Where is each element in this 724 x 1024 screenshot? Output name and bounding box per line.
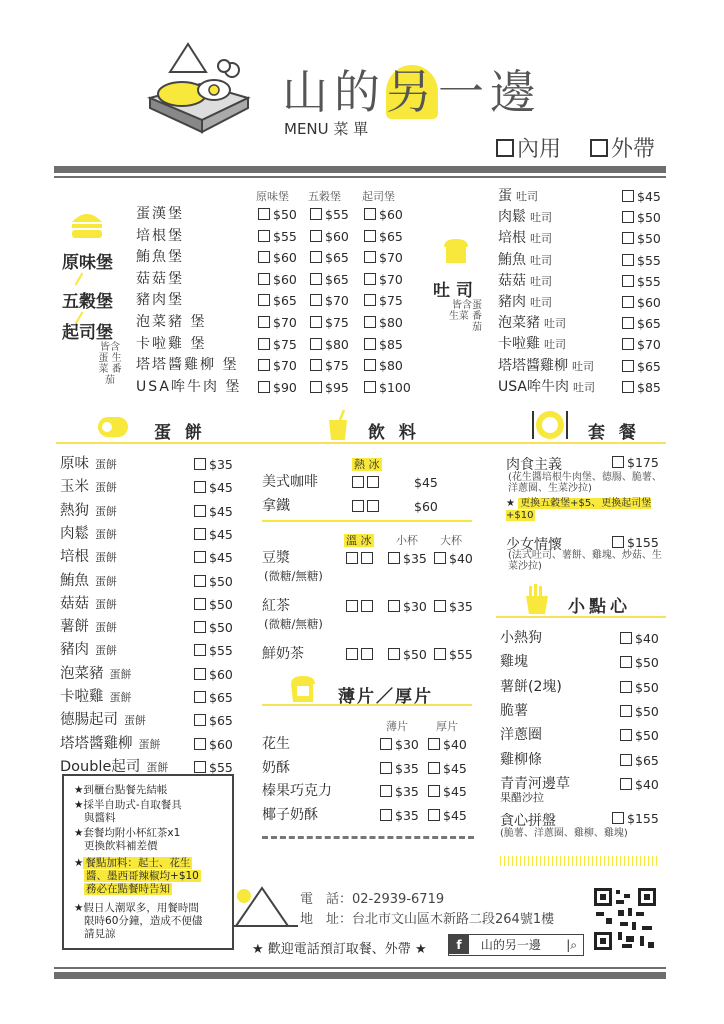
burger-price-original-checkbox[interactable]	[258, 294, 270, 306]
burger-item: 泡菜豬 堡	[136, 314, 207, 330]
take-out-option[interactable]: 外帶	[590, 132, 655, 163]
qr-code-icon[interactable]	[592, 886, 658, 952]
egg-roll-price[interactable]: $45	[194, 477, 233, 498]
egg-roll-price-checkbox[interactable]	[194, 644, 206, 656]
tea-item: 紅茶	[262, 598, 290, 614]
burger-divider-1	[75, 272, 84, 285]
burger-price-cheese[interactable]: $80	[364, 312, 403, 333]
egg-roll-price[interactable]: $45	[194, 524, 233, 545]
egg-roll-price[interactable]: $45	[194, 547, 233, 568]
warm-cold-checkboxes[interactable]	[346, 644, 376, 665]
slices-title: 薄片／厚片	[338, 687, 433, 707]
tea-item-sub: (微糖/無糖)	[264, 569, 323, 583]
slice-thick-price[interactable]: $40	[428, 734, 467, 755]
burger-price-original[interactable]: $55	[258, 226, 297, 247]
hot-checkbox[interactable]	[352, 500, 364, 512]
drinks-title: 飲 料	[368, 423, 420, 443]
egg-roll-item: 泡菜豬 蛋餅	[60, 665, 132, 682]
large-cup-header: 大杯	[440, 534, 462, 547]
title-highlight: 另	[386, 65, 438, 119]
tea-item: 鮮奶茶	[262, 646, 304, 662]
cold-checkbox[interactable]	[361, 648, 373, 660]
toast-price[interactable]: $65	[622, 313, 661, 334]
tea-large-price-checkbox[interactable]	[434, 552, 446, 564]
small-cup-header: 小杯	[396, 534, 418, 547]
egg-roll-price-checkbox[interactable]	[194, 691, 206, 703]
burger-price-grain[interactable]: $95	[310, 377, 349, 398]
snack-item: 薯餅(2塊)	[500, 678, 562, 695]
egg-roll-item: 培根 蛋餅	[60, 549, 117, 566]
egg-roll-item: 菇菇 蛋餅	[60, 595, 117, 612]
slice-thin-price[interactable]: $35	[380, 805, 419, 826]
set-meat-note: (花生醬培根牛肉堡、德腸、脆薯、洋蔥圈、生菜沙拉)	[508, 472, 662, 494]
set-girl-price[interactable]: $155	[612, 532, 659, 553]
snack-price-checkbox[interactable]	[620, 681, 632, 693]
burger-price-grain-checkbox[interactable]	[310, 381, 322, 393]
snack-item: 雞塊	[500, 654, 528, 671]
tea-small-price-checkbox[interactable]	[388, 552, 400, 564]
slices-dashed-divider	[262, 836, 474, 839]
egg-roll-price[interactable]: $65	[194, 687, 233, 708]
tea-small-price[interactable]: $35	[388, 548, 427, 569]
snack-price-checkbox[interactable]	[620, 705, 632, 717]
egg-roll-price-checkbox[interactable]	[194, 621, 206, 633]
egg-roll-item: 熱狗 蛋餅	[60, 502, 117, 519]
toast-price-checkbox[interactable]	[622, 232, 634, 244]
tea-large-price[interactable]: $40	[434, 548, 473, 569]
facebook-page-name: 山的另一邊	[480, 938, 541, 952]
burger-price-grain[interactable]: $75	[310, 355, 349, 376]
snack-price[interactable]: $65	[620, 750, 659, 771]
egg-roll-price-checkbox[interactable]	[194, 458, 206, 470]
coffee-price: $60	[414, 499, 438, 514]
burger-price-grain-checkbox[interactable]	[310, 208, 322, 220]
plate-cutlery-icon	[530, 408, 570, 442]
snack-price-checkbox[interactable]	[620, 729, 632, 741]
egg-roll-price[interactable]: $55	[194, 640, 233, 661]
sets-title: 套 餐	[588, 423, 640, 443]
tea-large-price[interactable]: $55	[434, 644, 473, 665]
burger-price-cheese-checkbox[interactable]	[364, 359, 376, 371]
warm-checkbox[interactable]	[346, 648, 358, 660]
burger-price-original-checkbox[interactable]	[258, 359, 270, 371]
slice-item: 榛果巧克力	[262, 783, 332, 799]
tea-large-price-checkbox[interactable]	[434, 600, 446, 612]
egg-roll-item: 鮪魚 蛋餅	[60, 572, 117, 589]
slice-thin-price[interactable]: $35	[380, 781, 419, 802]
snack-price[interactable]: $40	[620, 628, 659, 649]
burger-price-original[interactable]: $70	[258, 312, 297, 333]
egg-roll-item: 薯餅 蛋餅	[60, 619, 117, 636]
facebook-icon: f	[449, 935, 469, 954]
snack-price-checkbox[interactable]	[620, 632, 632, 644]
coffee-item: 拿鐵	[262, 498, 290, 514]
welcome-text: ★ 歡迎電話預訂取餐、外帶 ★	[252, 942, 427, 957]
toast-price-checkbox[interactable]	[622, 275, 634, 287]
burger-price-grain-checkbox[interactable]	[310, 273, 322, 285]
burger-item: 卡啦雞 堡	[136, 335, 207, 352]
toast-price[interactable]: $50	[622, 207, 661, 228]
burger-item: 培根堡	[136, 227, 184, 244]
egg-roll-item: 卡啦雞 蛋餅	[60, 689, 132, 705]
dine-in-option[interactable]: 內用	[496, 132, 561, 163]
egg-roll-price-checkbox[interactable]	[194, 575, 206, 587]
egg-roll-price[interactable]: $35	[194, 454, 233, 475]
burger-item: 菇菇堡	[136, 270, 184, 287]
toast-price[interactable]: $45	[622, 186, 661, 207]
burger-col-original: 原味堡	[256, 190, 289, 203]
burger-price-original[interactable]: $70	[258, 355, 297, 376]
toast-price-checkbox[interactable]	[622, 190, 634, 202]
burger-item: 塔塔醬雞柳 堡	[136, 357, 239, 374]
burger-col-cheese: 起司堡	[362, 190, 395, 203]
snack-item: 洋蔥圈	[500, 727, 542, 744]
note-1: ★到櫃台點餐先結帳	[74, 784, 168, 796]
burger-price-cheese-checkbox[interactable]	[364, 230, 376, 242]
burger-price-cheese[interactable]: $75	[364, 290, 403, 311]
toast-item: 肉鬆 吐司	[498, 209, 552, 226]
egg-roll-item: 塔塔醬雞柳 蛋餅	[60, 735, 161, 752]
snack-price[interactable]: $50	[620, 725, 659, 746]
cold-checkbox[interactable]	[367, 476, 379, 488]
burger-item: 蛋漢堡	[136, 206, 184, 222]
set-meat-upgrade: ★ 更換五穀堡+$5、更換起司堡+$10	[506, 498, 652, 521]
toast-item: 菇菇 吐司	[498, 272, 552, 289]
burger-price-original[interactable]: $60	[258, 247, 297, 268]
egg-roll-price[interactable]: $50	[194, 594, 233, 615]
burger-price-cheese-checkbox[interactable]	[364, 208, 376, 220]
snack-price-checkbox[interactable]	[620, 754, 632, 766]
cold-checkbox[interactable]	[361, 552, 373, 564]
egg-roll-price[interactable]: $60	[194, 664, 233, 685]
burger-price-cheese-checkbox[interactable]	[364, 273, 376, 285]
hot-cold-header-1: 熱 冰	[354, 458, 380, 471]
toast-icon	[441, 237, 471, 265]
warm-cold-checkboxes[interactable]	[346, 596, 376, 617]
burger-price-grain-checkbox[interactable]	[310, 251, 322, 263]
toast-item: 培根 吐司	[498, 230, 552, 247]
slice-thick-price-checkbox[interactable]	[428, 785, 440, 797]
note-3: ★套餐均附小杯紅茶x1 更換飲料補差價	[74, 827, 181, 852]
burger-price-original[interactable]: $90	[258, 377, 297, 398]
search-icon: |⌕	[566, 938, 577, 952]
burger-price-cheese[interactable]: $70	[364, 269, 403, 290]
burger-price-cheese-checkbox[interactable]	[364, 381, 376, 393]
egg-roll-price-checkbox[interactable]	[194, 598, 206, 610]
egg-roll-price[interactable]: $55	[194, 757, 233, 778]
snack-price-checkbox[interactable]	[620, 656, 632, 668]
set-girl-note: (法式吐司、薯餅、雞塊、炒菇、生菜沙拉)	[508, 550, 662, 572]
dine-in-checkbox[interactable]	[496, 139, 514, 157]
tea-small-price[interactable]: $50	[388, 644, 427, 665]
toast-price-checkbox[interactable]	[622, 360, 634, 372]
egg-roll-price[interactable]: $50	[194, 571, 233, 592]
egg-roll-item: 豬肉 蛋餅	[60, 642, 117, 659]
bottom-band-thick	[54, 972, 666, 979]
burger-label-grain: 五穀堡	[62, 292, 113, 312]
tea-large-price[interactable]: $35	[434, 596, 473, 617]
slice-thin-price-checkbox[interactable]	[380, 785, 392, 797]
drink-cup-icon	[326, 408, 350, 442]
egg-roll-item: 玉米 蛋餅	[60, 479, 117, 496]
burger-price-grain[interactable]: $65	[310, 269, 349, 290]
burger-price-grain[interactable]: $60	[310, 226, 349, 247]
toast-price-checkbox[interactable]	[622, 211, 634, 223]
snack-price[interactable]: $50	[620, 701, 659, 722]
tea-large-price-checkbox[interactable]	[434, 648, 446, 660]
burger-price-grain-checkbox[interactable]	[310, 294, 322, 306]
platter-price[interactable]: $155	[612, 808, 659, 829]
top-band-thick	[54, 166, 666, 173]
address-text: 台北市文山區木新路二段264號1樓	[352, 912, 555, 927]
warm-cold-checkboxes[interactable]	[346, 548, 376, 569]
burger-price-original-checkbox[interactable]	[258, 338, 270, 350]
set-girl-checkbox[interactable]	[612, 536, 624, 548]
egg-roll-price[interactable]: $65	[194, 710, 233, 731]
snack-item: 雞柳條	[500, 751, 542, 768]
burger-price-cheese[interactable]: $80	[364, 355, 403, 376]
egg-roll-item: 肉鬆 蛋餅	[60, 525, 117, 542]
burger-price-original-checkbox[interactable]	[258, 208, 270, 220]
note-4: ★ 餐點加料：起士、花生 醬、墨西哥辣椒均+$10 務必在點餐時告知	[74, 857, 199, 895]
burger-price-original[interactable]: $65	[258, 290, 297, 311]
burger-price-grain-checkbox[interactable]	[310, 230, 322, 242]
burger-col-grain: 五穀堡	[308, 190, 341, 203]
snack-price[interactable]: $50	[620, 677, 659, 698]
toast-item: 鮪魚 吐司	[498, 251, 552, 268]
set-meat-checkbox[interactable]	[612, 456, 624, 468]
toast-item: 泡菜豬 吐司	[498, 315, 566, 332]
toast-item: 蛋 吐司	[498, 188, 538, 204]
snack-item: 小熱狗	[500, 630, 542, 646]
toast-price-checkbox[interactable]	[622, 254, 634, 266]
burger-price-grain-checkbox[interactable]	[310, 359, 322, 371]
egg-roll-price[interactable]: $50	[194, 617, 233, 638]
toast-price-checkbox[interactable]	[622, 338, 634, 350]
burger-price-cheese[interactable]: $60	[364, 204, 403, 225]
tea-small-price-checkbox[interactable]	[388, 600, 400, 612]
slice-thick-price[interactable]: $45	[428, 805, 467, 826]
section-line-top	[56, 442, 666, 444]
burger-item: 豬肉堡	[136, 292, 184, 309]
burger-price-original[interactable]: $75	[258, 334, 297, 355]
burger-price-cheese-checkbox[interactable]	[364, 294, 376, 306]
slice-thick-price[interactable]: $45	[428, 758, 467, 779]
egg-roll-price-checkbox[interactable]	[194, 714, 206, 726]
platter-checkbox[interactable]	[612, 812, 624, 824]
snacks-title: 小點心	[568, 597, 631, 617]
burger-icon	[70, 208, 104, 240]
warm-cold-header: 溫 冰	[346, 534, 372, 547]
slice-thick-price-checkbox[interactable]	[428, 762, 440, 774]
burger-price-grain-checkbox[interactable]	[310, 316, 322, 328]
burger-label-original: 原味堡	[62, 253, 113, 273]
phone-row	[300, 888, 444, 907]
note-5: ★假日人潮眾多，用餐時間 限時60分鐘，造成不便儘 請見諒	[74, 902, 203, 940]
egg-roll-title: 蛋 餅	[154, 423, 206, 443]
snack-item: 青青河邊草	[500, 775, 570, 792]
address-label: 地 址：	[300, 912, 353, 927]
burger-price-cheese[interactable]: $85	[364, 334, 403, 355]
egg-roll-price[interactable]: $60	[194, 734, 233, 755]
slice-thin-price-checkbox[interactable]	[380, 809, 392, 821]
slice-icon	[288, 674, 318, 704]
burger-price-cheese[interactable]: $100	[364, 377, 411, 398]
phone-number: 02-2939-6719	[352, 892, 445, 907]
coffee-price: $45	[414, 475, 438, 490]
burger-item: USA哞牛肉 堡	[136, 378, 242, 395]
burger-price-grain-checkbox[interactable]	[310, 338, 322, 350]
slice-thin-price-checkbox[interactable]	[380, 762, 392, 774]
cold-checkbox[interactable]	[361, 600, 373, 612]
burger-price-original[interactable]: $60	[258, 269, 297, 290]
hot-cold-checkboxes[interactable]	[352, 472, 382, 493]
address-row	[300, 908, 554, 927]
egg-roll-price-checkbox[interactable]	[194, 481, 206, 493]
toast-item: 卡啦雞 吐司	[498, 336, 566, 353]
burger-price-cheese-checkbox[interactable]	[364, 251, 376, 263]
notes-box	[62, 774, 234, 950]
toast-price[interactable]: $55	[622, 250, 661, 271]
tea-item: 豆漿	[262, 550, 290, 566]
snack-item-sub: 果醋沙拉	[500, 790, 544, 804]
fries-icon	[524, 584, 550, 614]
drinks-divider	[262, 520, 472, 522]
warm-checkbox[interactable]	[346, 600, 358, 612]
set-meat-price[interactable]: $175	[612, 452, 659, 473]
snack-item: 脆薯	[500, 702, 528, 719]
burger-price-original-checkbox[interactable]	[258, 273, 270, 285]
set-meat-name: 肉食主義	[506, 457, 562, 473]
slice-item: 花生	[262, 736, 290, 752]
hot-checkbox[interactable]	[352, 476, 364, 488]
footer-mountain-icon	[232, 882, 298, 928]
decorative-stripes	[500, 856, 660, 866]
burger-price-grain[interactable]: $65	[310, 247, 349, 268]
egg-roll-price-checkbox[interactable]	[194, 505, 206, 517]
burger-price-original-checkbox[interactable]	[258, 381, 270, 393]
toast-item: 塔塔醬雞柳 吐司	[498, 357, 594, 374]
burger-price-cheese[interactable]: $65	[364, 226, 403, 247]
toast-price[interactable]: $65	[622, 356, 661, 377]
thick-header: 厚片	[436, 720, 458, 733]
toast-price[interactable]: $55	[622, 271, 661, 292]
toast-price[interactable]: $85	[622, 377, 661, 398]
burger-price-grain[interactable]: $80	[310, 334, 349, 355]
burger-price-cheese-checkbox[interactable]	[364, 316, 376, 328]
slice-thick-price[interactable]: $45	[428, 781, 467, 802]
toast-item: USA哞牛肉 吐司	[498, 378, 595, 395]
tea-small-price-checkbox[interactable]	[388, 648, 400, 660]
thin-header: 薄片	[386, 720, 408, 733]
egg-roll-item: 原味 蛋餅	[60, 456, 117, 472]
egg-roll-icon	[96, 411, 130, 439]
slice-thin-price[interactable]: $30	[380, 734, 419, 755]
top-band-thin	[54, 176, 666, 178]
burger-price-cheese[interactable]: $70	[364, 247, 403, 268]
snack-price[interactable]: $40	[620, 774, 659, 795]
take-out-checkbox[interactable]	[590, 139, 608, 157]
egg-roll-item: 德腸起司 蛋餅	[60, 712, 146, 729]
slice-item: 椰子奶酥	[262, 806, 318, 823]
burger-price-original-checkbox[interactable]	[258, 230, 270, 242]
burger-price-original[interactable]: $50	[258, 204, 297, 225]
logo-illustration-icon	[140, 36, 255, 136]
egg-roll-price-checkbox[interactable]	[194, 668, 206, 680]
burger-price-cheese-checkbox[interactable]	[364, 338, 376, 350]
slice-thick-price-checkbox[interactable]	[428, 809, 440, 821]
egg-roll-price-checkbox[interactable]	[194, 528, 206, 540]
burger-item: 鮪魚堡	[136, 249, 184, 266]
slice-thin-price-checkbox[interactable]	[380, 738, 392, 750]
slice-item: 奶酥	[262, 759, 290, 776]
snack-price[interactable]: $50	[620, 652, 659, 673]
burger-price-grain[interactable]: $55	[310, 204, 349, 225]
egg-roll-price-checkbox[interactable]	[194, 761, 206, 773]
slice-thick-price-checkbox[interactable]	[428, 738, 440, 750]
hot-cold-checkboxes[interactable]	[352, 496, 382, 517]
platter-note: (脆薯、洋蔥圈、雞柳、雞塊)	[500, 828, 628, 839]
shop-title: 山的另一邊	[282, 65, 542, 119]
tea-item-sub: (微糖/無糖)	[264, 617, 323, 631]
facebook-search-bar[interactable]	[448, 934, 584, 956]
coffee-item: 美式咖啡	[262, 474, 318, 490]
toast-price[interactable]: $50	[622, 228, 661, 249]
toast-price-checkbox[interactable]	[622, 317, 634, 329]
burger-price-original-checkbox[interactable]	[258, 316, 270, 328]
egg-roll-price[interactable]: $45	[194, 501, 233, 522]
menu-label: MENU 菜 單	[284, 120, 369, 138]
toast-price-checkbox[interactable]	[622, 296, 634, 308]
egg-roll-price-checkbox[interactable]	[194, 551, 206, 563]
toast-price-checkbox[interactable]	[622, 381, 634, 393]
toast-note: 皆含蛋 生菜 番茄	[448, 300, 482, 333]
warm-checkbox[interactable]	[346, 552, 358, 564]
burger-label-cheese: 起司堡	[62, 323, 113, 343]
cold-checkbox[interactable]	[367, 500, 379, 512]
snack-price-checkbox[interactable]	[620, 778, 632, 790]
egg-roll-price-checkbox[interactable]	[194, 738, 206, 750]
set-girl-name: 少女情懷	[506, 537, 562, 553]
toast-price[interactable]: $60	[622, 292, 661, 313]
tea-small-price[interactable]: $30	[388, 596, 427, 617]
burger-side-note: 皆含蛋 生菜 番茄	[98, 342, 122, 386]
toast-item: 豬肉 吐司	[498, 294, 552, 310]
toast-label: 吐司	[433, 281, 479, 301]
slice-thin-price[interactable]: $35	[380, 758, 419, 779]
bottom-band-thin	[54, 967, 666, 969]
toast-price[interactable]: $70	[622, 334, 661, 355]
burger-price-grain[interactable]: $75	[310, 312, 349, 333]
phone-label: 電 話：	[300, 892, 353, 907]
note-2: ★採半自助式-自取餐具 與醬料	[74, 799, 182, 824]
burger-price-original-checkbox[interactable]	[258, 251, 270, 263]
egg-roll-item: Double起司 蛋餅	[60, 758, 169, 775]
platter-name: 貪心拼盤	[500, 813, 556, 829]
burger-price-grain[interactable]: $70	[310, 290, 349, 311]
